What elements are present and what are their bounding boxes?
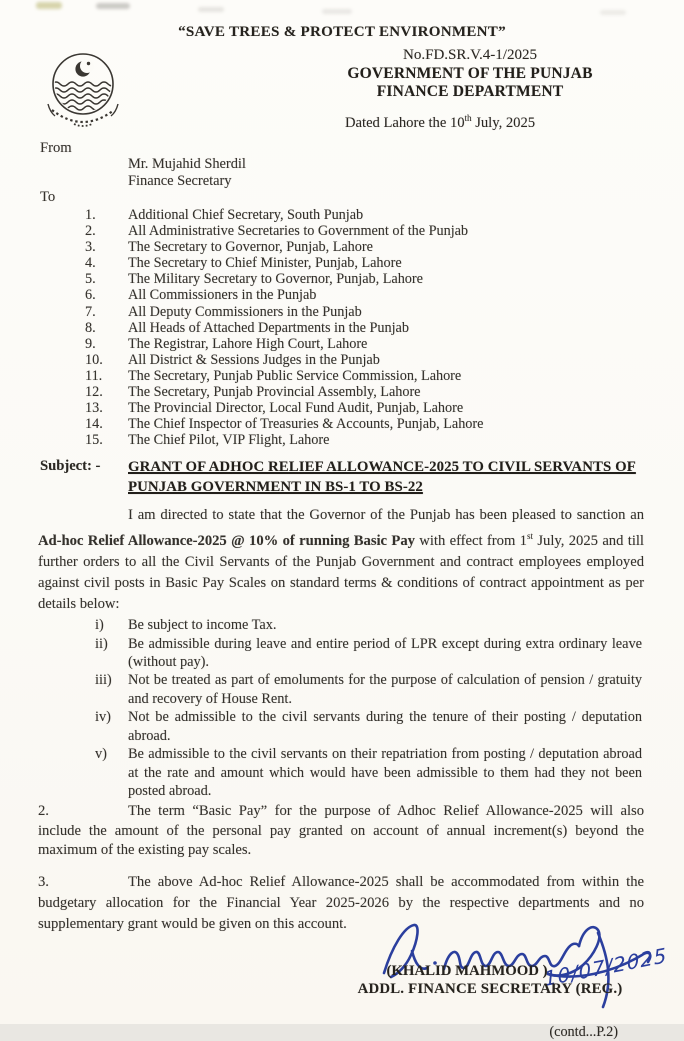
condition-text: Be admissible during leave and entire period of LPR except during extra ordinary leave (without pay). [128,635,642,671]
recipient-number: 4. [85,255,96,272]
condition-number: ii) [95,635,108,652]
recipient-number: 8. [85,319,96,336]
recipient-text: The Registrar, Lahore High Court, Lahore [128,335,368,352]
punjab-emblem-logo [44,46,122,150]
recipient-number: 6. [85,287,96,304]
recipient-text: The Secretary to Governor, Punjab, Lahore [128,239,373,256]
recipient-text: The Military Secretary to Governor, Punjab, Lahore [128,271,423,288]
signature-block [0,939,684,1017]
date-suffix: July, 2025 [471,114,536,131]
recipient-text: The Chief Pilot, VIP Flight, Lahore [128,432,330,449]
recipient-row [85,352,684,368]
recipient-number: 2. [85,223,96,240]
recipient-number: 13. [85,400,103,417]
recipient-text: All Commissioners in the Punjab [128,287,317,304]
para1-lead: I am directed to state that the Governor of the Punjab has been pleased to sanction an [128,507,644,524]
recipient-row [85,287,684,303]
condition-row [95,635,642,672]
signatory-name: (KHALID MAHMOOD ) [386,963,548,980]
recipient-number: 12. [85,384,103,401]
sender-block [128,156,684,189]
from-label: From [40,140,72,156]
para1-ordinal: st [526,531,533,542]
recipient-text: Additional Chief Secretary, South Punjab [128,207,364,223]
slogan: “SAVE TREES & PROTECT ENVIRONMENT” [178,24,506,40]
paragraph-3-text: The above Ad-hoc Relief Allowance-2025 shall be accommodated from within the budgetary allocation for the Financial Year 2025-2026 by the respective departments and no supplementary grant would be given on this account. [38,873,644,933]
continued-note: (contd...P.2) [549,1024,618,1041]
recipient-text: The Provincial Director, Local Fund Audit, Punjab, Lahore [128,400,464,417]
recipient-number: 5. [85,271,96,288]
condition-row [95,671,642,708]
recipient-row [85,320,684,336]
condition-text: Be admissible to the civil servants on their repatriation from posting / deputation abroad at the rate and amount which would have been admissible to them had they not been posted abroad. [128,746,642,799]
subject-row [40,458,644,497]
reference-block [256,46,684,102]
recipient-text: All District & Sessions Judges in the Punjab [128,351,380,368]
sender-name: Mr. Mujahid Sherdil [128,156,246,172]
recipient-row [85,368,684,384]
signatory-printed [318,963,662,998]
to-label: To [40,189,56,205]
recipient-number: 15. [85,432,103,449]
recipient-number: 11. [85,367,103,384]
sender-title: Finance Secretary [128,172,232,189]
recipient-text: All Administrative Secretaries to Government of the Punjab [128,223,469,240]
signatory-title: ADDL. FINANCE SECRETARY (REG.) [357,981,623,998]
recipient-text: The Secretary, Punjab Public Service Commission, Lahore [128,367,462,384]
date-line [345,113,535,132]
condition-number: i) [95,617,104,634]
recipient-row [85,416,684,432]
recipient-text: All Heads of Attached Departments in the Punjab [128,319,409,336]
para1-mid: with effect from 1 [414,533,527,550]
government-name: GOVERNMENT OF THE PUNJAB [347,64,593,82]
recipient-number: 3. [85,239,96,256]
recipient-number: 14. [85,416,103,433]
condition-text: Not be treated as part of emoluments for the purpose of calculation of pension / gratuity and recovery of House Rent. [128,672,642,707]
recipient-list [0,207,684,448]
paragraph-2 [38,802,644,860]
recipient-row [85,239,684,255]
reference-number: No.FD.SR.V.4-1/2025 [403,47,537,63]
recipient-text: The Chief Inspector of Treasuries & Accounts, Punjab, Lahore [128,416,484,433]
condition-row [95,616,642,634]
recipient-number: 7. [85,303,96,320]
recipient-number: 9. [85,335,96,352]
handwritten-date: 10/07/2025 [542,943,668,992]
para1-bold-allowance: Ad-hoc Relief Allowance-2025 @ 10% of running Basic Pay [38,533,415,550]
recipient-text: The Secretary to Chief Minister, Punjab, Lahore [128,255,402,272]
recipient-text: All Deputy Commissioners in the Punjab [128,303,362,320]
paragraph-1 [38,505,644,615]
para1-tail: July, 2025 and till further orders to all the Civil Servants of the Punjab Government and contract employees employed against civil posts in Basic Pay Scales on standard terms & conditions of contract appointment as per details below: [38,533,644,613]
subject-label: Subject: - [40,458,101,475]
paragraph-2-number: 2. [38,803,49,820]
condition-text: Be subject to income Tax. [128,617,277,634]
recipient-row [85,255,684,271]
condition-number: v) [95,746,107,763]
condition-number: iv) [95,709,111,726]
condition-number: iii) [95,672,112,689]
department-name: FINANCE DEPARTMENT [376,83,564,100]
date-prefix: Dated Lahore the 10 [345,114,465,131]
recipient-row [85,400,684,416]
recipient-row [85,432,684,448]
recipient-text: The Secretary, Punjab Provincial Assembly, Lahore [128,384,421,401]
recipient-row [85,271,684,287]
recipient-row [85,384,684,400]
recipient-number: 1. [85,207,96,223]
recipient-row [85,336,684,352]
subject-text: GRANT OF ADHOC RELIEF ALLOWANCE-2025 TO CIVIL SERVANTS OF PUNJAB GOVERNMENT IN BS-1 TO BS-22 [128,459,636,495]
letterhead [0,0,684,140]
recipient-number: 10. [85,351,103,368]
condition-row [95,745,642,800]
condition-text: Not be admissible to the civil servants during the tenure of their posting / deputation abroad. [128,709,642,744]
date-ordinal: th [464,113,472,123]
paragraph-2-text: The term “Basic Pay” for the purpose of Adhoc Relief Allowance-2025 will also include the amount of the personal pay granted on account of annual increment(s) beyond the maximum of the existing pay scales. [38,803,644,859]
condition-row [95,708,642,745]
conditions-list [95,616,642,800]
paragraph-3-number: 3. [38,873,49,890]
recipient-row [85,207,684,223]
recipient-row [85,223,684,239]
recipient-row [85,304,684,320]
